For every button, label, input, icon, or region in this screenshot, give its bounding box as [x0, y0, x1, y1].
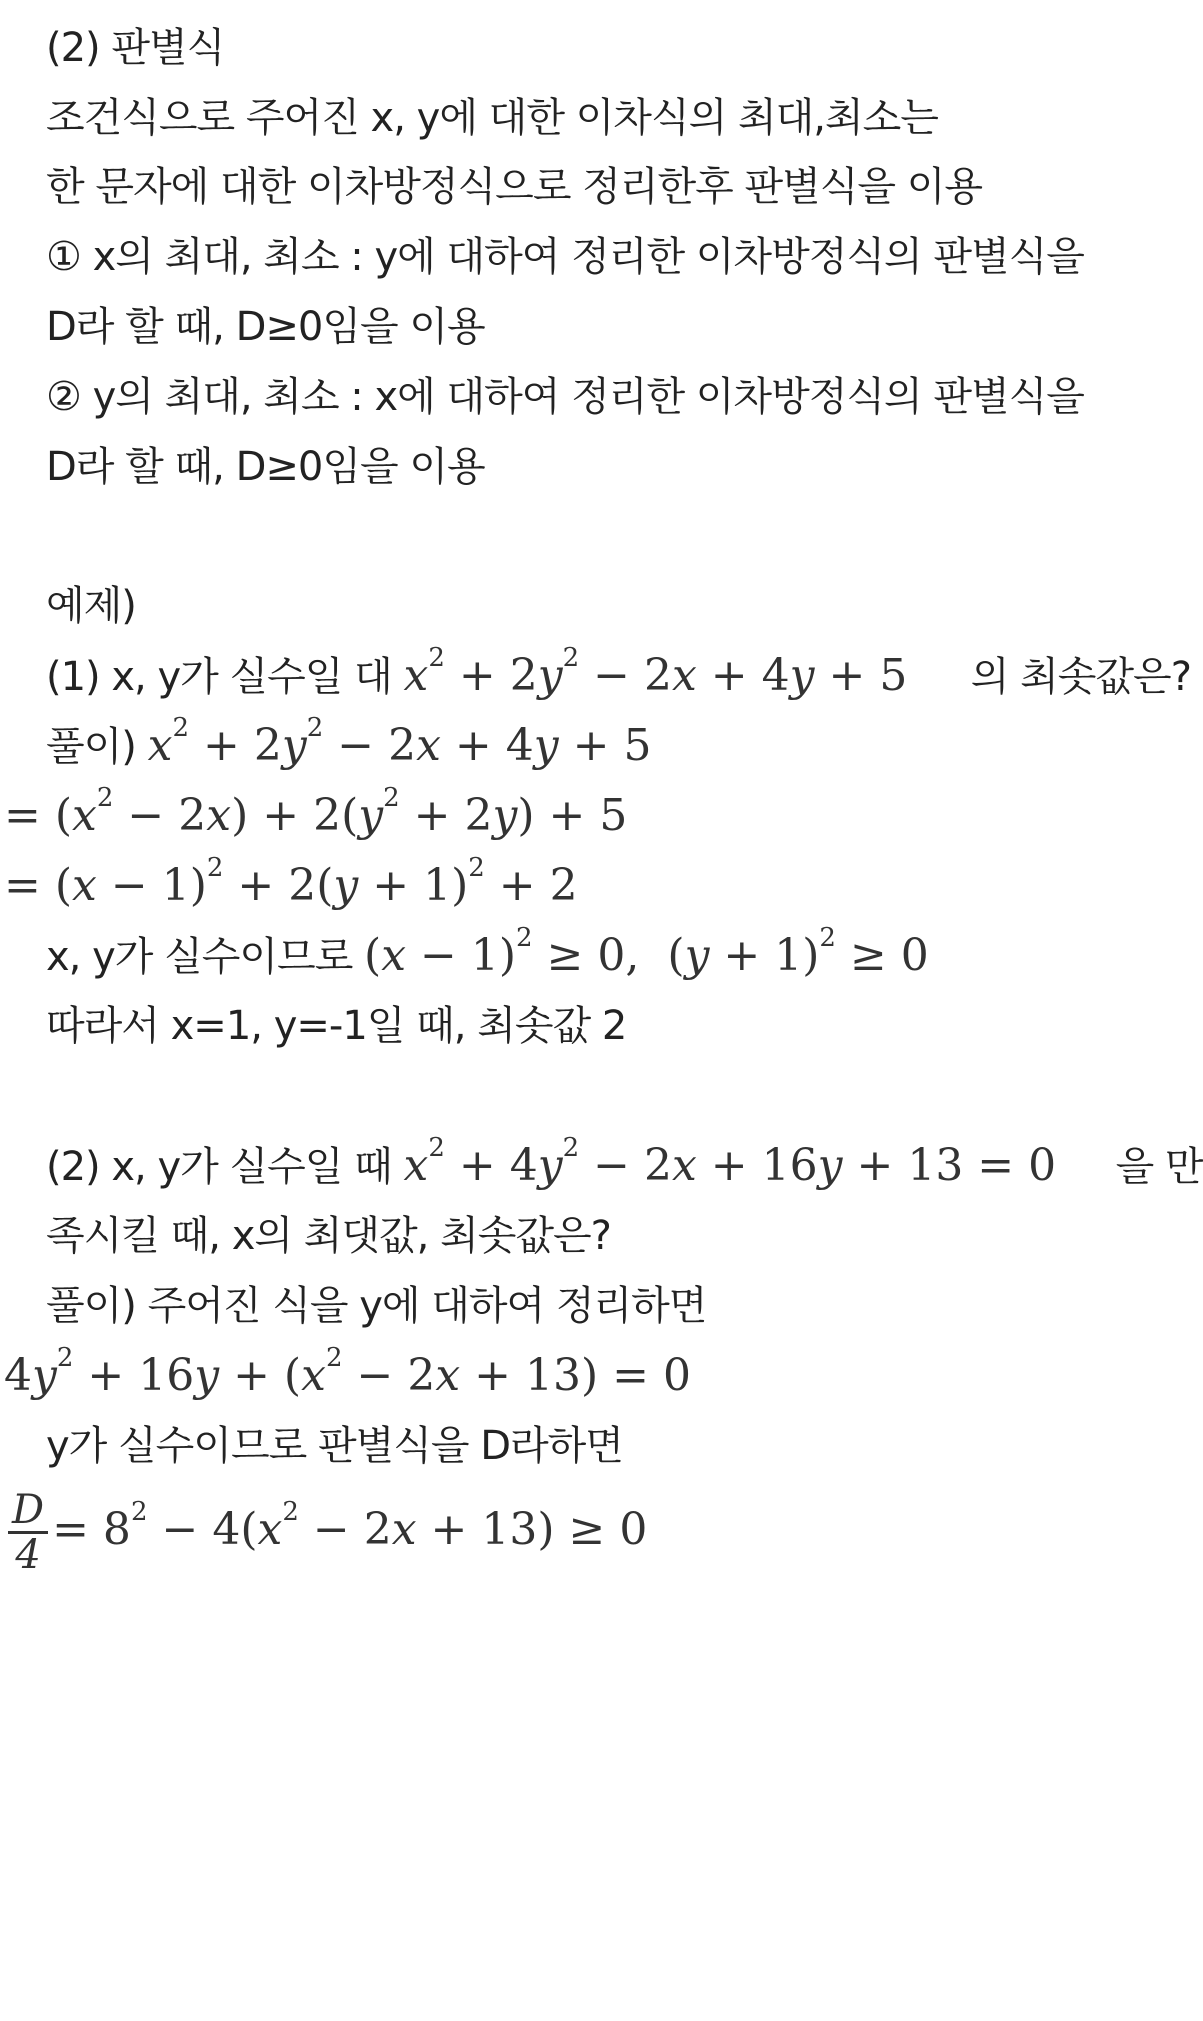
example-heading: 예제): [46, 583, 136, 629]
problem-1-solution-start: [46, 713, 652, 777]
text-line-2: 한 문자에 대한 이차방정식으로 정리한후 판별식을 이용: [46, 164, 983, 210]
problem-2-suffix: 을 만: [1115, 1144, 1203, 1190]
text-line-1: 조건식으로 주어진 x, y에 대한 이차식의 최대,최소는: [46, 95, 938, 141]
problem-2-discriminant-text: y가 실수이므로 판별식을 D라하면: [46, 1423, 623, 1469]
problem-2-question: [46, 1133, 1203, 1197]
problem-1-question: [46, 643, 1191, 707]
fraction-d-over-4: $\frac{D}{4}$: [8, 1489, 48, 1576]
text-line-5: ② y의 최대, 최소 : x에 대하여 정리한 이차방정식의 판별식을: [46, 374, 1084, 420]
problem-1-suffix: 의 최솟값은?: [970, 654, 1191, 700]
solution-step-1: = $(x^2 - 2x) + 2(y^2 + 2y) + 5$: [4, 783, 628, 841]
problem-2-solution-line: 풀이) 주어진 식을 y에 대하여 정리하면: [46, 1283, 707, 1329]
problem-2-equation: $x^2 + 4y^2 - 2x + 16y + 13 = 0$: [403, 1133, 1057, 1191]
solution-label: 풀이): [46, 724, 136, 770]
reason-inequality: $(x - 1)^2 \ge 0$, $(y + 1)^2 \ge 0$: [364, 923, 929, 981]
text-line-6: D라 할 때, D≥0임을 이용: [46, 444, 485, 490]
problem-2-discriminant-inequality: $\frac{D}{4}$ = $8^2 - 4(x^2 - 2x + 13) \ge 0$: [8, 1480, 647, 1580]
problem-1-conclusion: 따라서 x=1, y=-1일 때, 최솟값 2: [46, 1003, 627, 1049]
problem-1-expression: $x^2 + 2y^2 - 2x + 4y + 5$: [403, 643, 908, 701]
solution-step-2: = $(x - 1)^2 + 2(y + 1)^2 + 2$: [4, 853, 578, 911]
problem-1-prefix: (1) x, y가 실수일 대: [46, 654, 392, 700]
problem-2-question-line2: 족시킬 때, x의 최댓값, 최솟값은?: [46, 1213, 611, 1259]
solution-expression: $x^2 + 2y^2 - 2x + 4y + 5$: [147, 713, 652, 771]
text-line-4: D라 할 때, D≥0임을 이용: [46, 304, 485, 350]
problem-1-reason: [46, 923, 929, 987]
problem-2-prefix: (2) x, y가 실수일 때: [46, 1144, 392, 1190]
problem-2-rearranged: $4y^2 + 16y + (x^2 - 2x + 13) = 0$: [4, 1343, 691, 1401]
section-heading: (2) 판별식: [46, 25, 225, 71]
text-line-3: ① x의 최대, 최소 : y에 대하여 정리한 이차방정식의 판별식을: [46, 234, 1084, 280]
reason-prefix: x, y가 실수이므로: [46, 934, 353, 980]
